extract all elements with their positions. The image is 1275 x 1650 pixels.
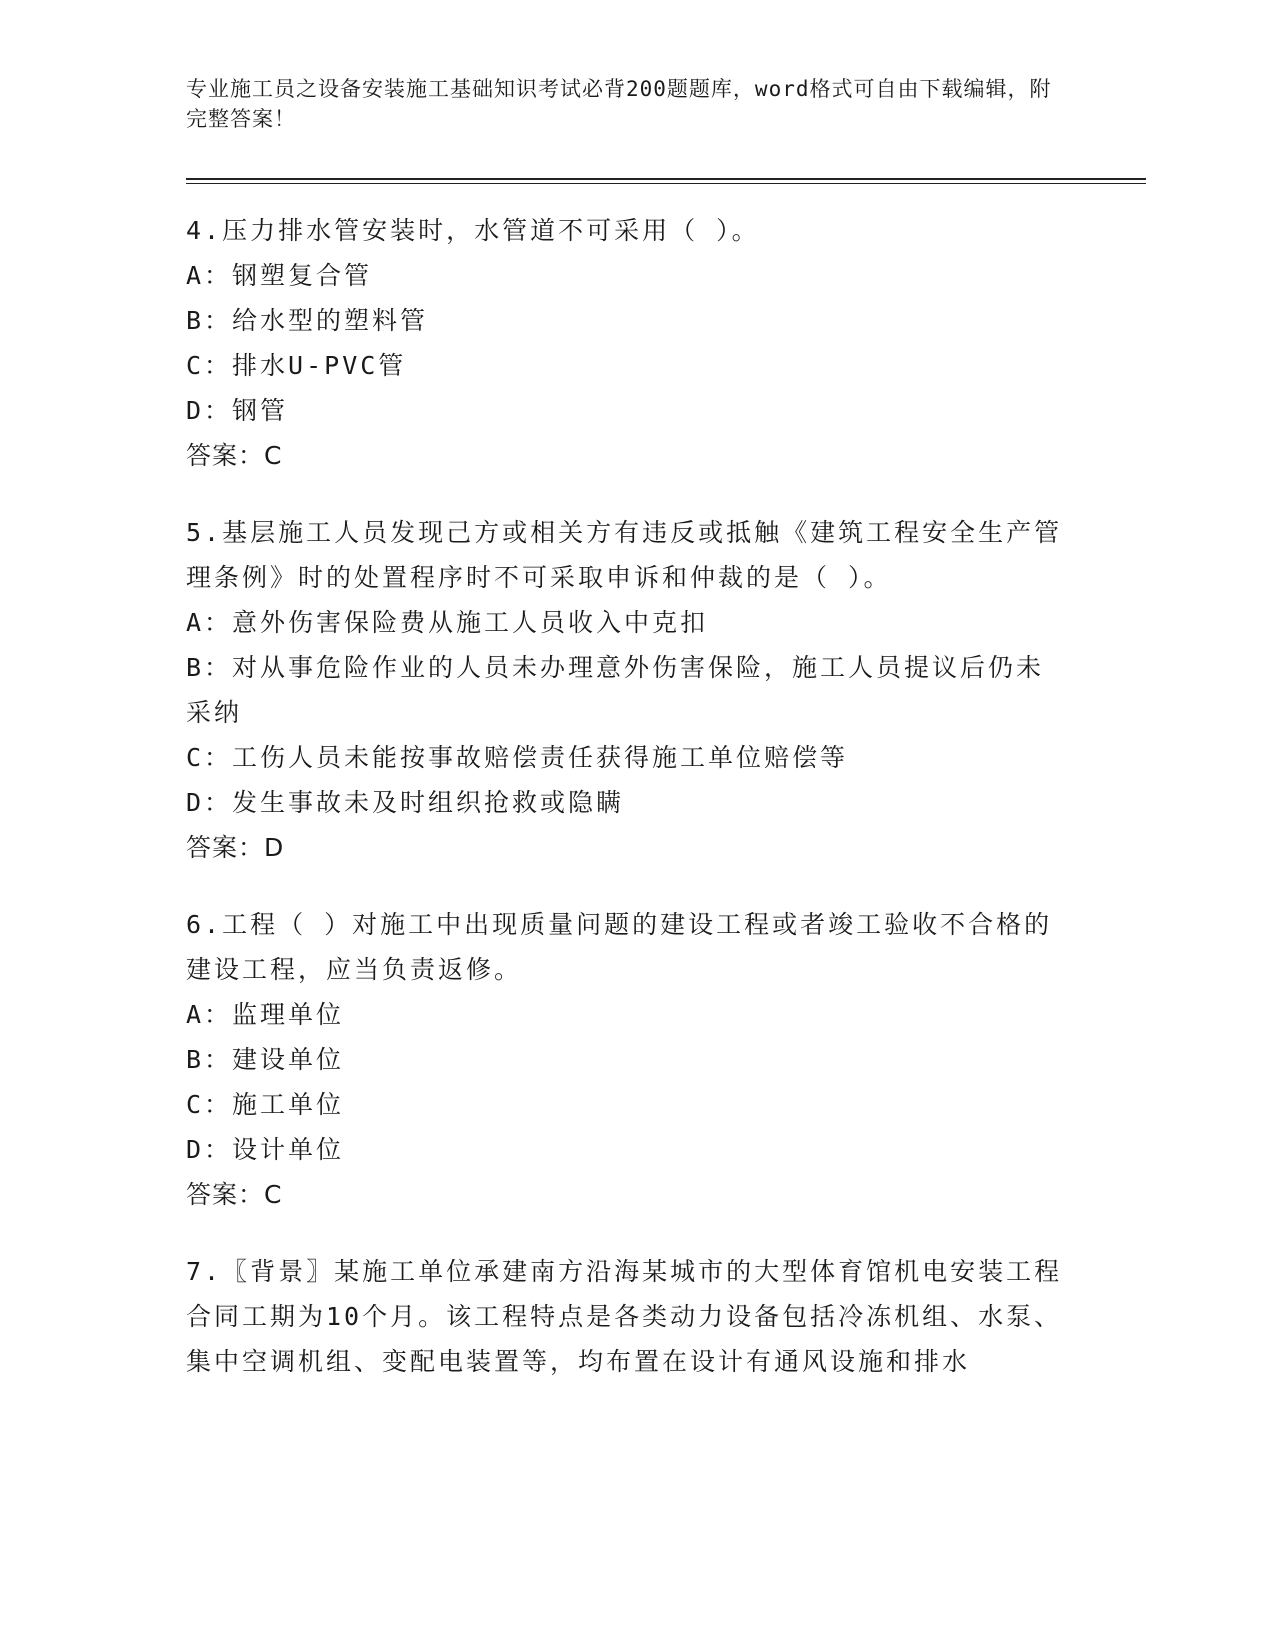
document-header: 专业施工员之设备安装施工基础知识考试必背200题题库，word格式可自由下载编辑，附完整答案！ (186, 77, 1052, 131)
header-divider (186, 178, 1146, 180)
answer: 答案：C (186, 1180, 283, 1209)
question-6 (186, 902, 1066, 1217)
option-d: D：发生事故未及时组织抢救或隐瞒 (186, 788, 625, 817)
question-4 (186, 208, 1066, 478)
answer: 答案：D (186, 833, 285, 862)
option-a: A：钢塑复合管 (186, 261, 373, 290)
option-c: C：工伤人员未能按事故赔偿责任获得施工单位赔偿等 (186, 743, 849, 772)
option-d: D：钢管 (186, 396, 289, 425)
question-stem: 6.工程（ ）对施工中出现质量问题的建设工程或者竣工验收不合格的建设工程，应当负责返修。 (186, 910, 1053, 984)
question-stem: 7.〖背景〗某施工单位承建南方沿海某城市的大型体育馆机电安装工程合同工期为10个月。该工程特点是各类动力设备包括冷冻机组、水泵、集中空调机组、变配电装置等，均布置在设计有通风设施和排水 (186, 1257, 1063, 1376)
option-c: C：排水U-PVC管 (186, 351, 407, 380)
option-a: A：意外伤害保险费从施工人员收入中克扣 (186, 608, 709, 637)
question-stem: 4.压力排水管安装时，水管道不可采用（ ）。 (186, 216, 760, 245)
question-7 (186, 1249, 1066, 1384)
question-list (186, 208, 1066, 1416)
question-stem: 5.基层施工人员发现己方或相关方有违反或抵触《建筑工程安全生产管理条例》时的处置程序时不可采取申诉和仲裁的是（ ）。 (186, 518, 1063, 592)
option-d: D：设计单位 (186, 1135, 345, 1164)
header-divider-thin (186, 183, 1146, 184)
option-b: B：建设单位 (186, 1045, 345, 1074)
option-b: B：对从事危险作业的人员未办理意外伤害保险，施工人员提议后仍未采纳 (186, 653, 1045, 727)
option-c: C：施工单位 (186, 1090, 345, 1119)
question-5 (186, 510, 1066, 870)
option-a: A：监理单位 (186, 1000, 345, 1029)
option-b: B：给水型的塑料管 (186, 306, 429, 335)
answer: 答案：C (186, 441, 283, 470)
